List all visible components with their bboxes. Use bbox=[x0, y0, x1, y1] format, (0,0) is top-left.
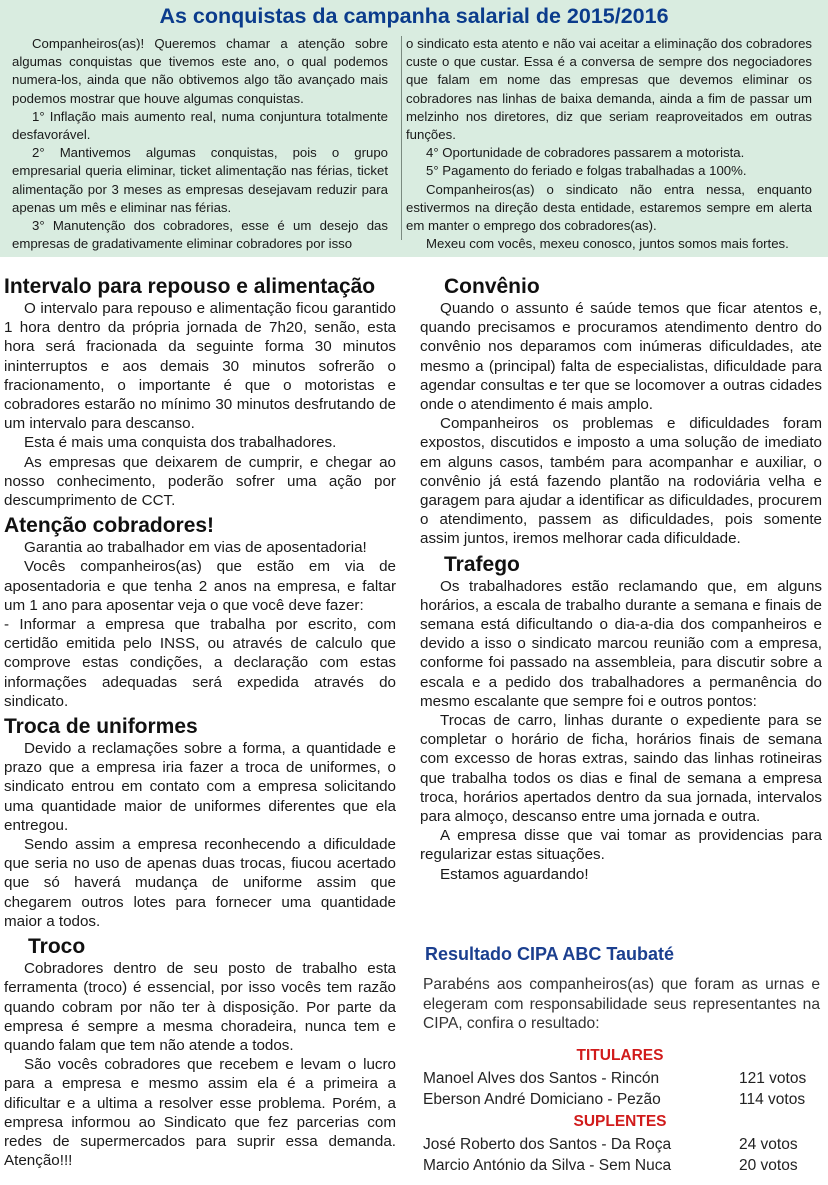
campaign-right-column bbox=[406, 35, 812, 253]
campaign-paragraph: Companheiros(as) o sindicato não entra nessa, enquanto estivermos na direção desta entidade, estaremos sempre em alerta em manter o emprego dos cobradores(as). bbox=[406, 181, 812, 234]
campaign-paragraph: 4° Oportunidade de cobradores passarem a motorista. bbox=[426, 145, 745, 161]
candidate-name: José Roberto dos Santos - Da Roça bbox=[423, 1136, 672, 1153]
candidate-votes: 24 votos bbox=[739, 1136, 798, 1153]
suplentes-label: SUPLENTES bbox=[573, 1113, 667, 1130]
atencao-heading: Atenção cobradores! bbox=[4, 514, 215, 538]
titulares-label: TITULARES bbox=[576, 1047, 664, 1064]
troco-paragraph: São vocês cobradores que recebem e levam o lucro para a empresa e mesmo assim ela é a primeira a dificultar e a ultima a resolver esse problema. Porém, a empresa informou ao Sindicato que fez parcerias com redes de supermercados para suprir essa demanda. Atenção!!! bbox=[4, 1056, 396, 1170]
campaign-paragraph: Companheiros(as)! Queremos chamar a atenção sobre algumas conquistas que tivemos este ano, o qual podemos numera-los, ainda que não obtivemos algo tão avançado mais podemos mostrar que houve algumas conquistas. bbox=[12, 36, 388, 106]
trafego-heading: Trafego bbox=[444, 552, 520, 576]
trafego-paragraph: Os trabalhadores estão reclamando que, em alguns horários, a escala de trabalho durante a semana e finais de semana está dificultando o dia-a-dia dos companheiros e devido a isso o sindicato marcou reunião com a empresa, conforme foi passado na assembleia, para discutir sobre a escala e a pedido dos trabalhadores a permanência do mesmo escalante que sempre foi e outros pontos: bbox=[420, 577, 822, 710]
cipa-title: Resultado CIPA ABC Taubaté bbox=[425, 944, 675, 964]
cipa-intro: Parabéns aos companheiros(as) que foram as urnas e elegeram com responsabilidade seus representantes na CIPA, confira o resultado: bbox=[423, 976, 820, 1032]
candidate-name: Manoel Alves dos Santos - Rincón bbox=[423, 1070, 660, 1087]
trafego-paragraph: Trocas de carro, linhas durante o expediente para se completar o horário de ficha, horários finais de semana com excesso de horas extras, saindo das linhas rotineiras que trabalha todos os dias e final de semana a empresa troca, horários apertados dentro da sua jornada, intervalos para almoço, descanso entre uma jornada e outra. bbox=[420, 712, 822, 826]
trafego-paragraph: Estamos aguardando! bbox=[440, 865, 589, 883]
campaign-paragraph: 5° Pagamento do feriado e folgas trabalhadas a 100%. bbox=[426, 163, 747, 179]
convenio-paragraph: Companheiros os problemas e dificuldades foram expostos, discutidos e imposto a uma solução de imediato em alguns casos, também para acompanhar e auxiliar, o convênio já está fazendo plantão na rodoviária velha e garagem para ajudar a identificar as dificuldades, procurem o atendimento, passem as dificuldades, pois somente assim juntos, iremos melhorar cada dificuldade. bbox=[420, 415, 822, 548]
campaign-paragraph: o sindicato esta atento e não vai aceitar a eliminação dos cobradores custe o que custar. Essa é a conversa de sempre dos negociadores que falam em nome das empresas que devemos eliminar os cobradores nas linhas de baixa demanda, ainda a fim de passar um melzinho nos diretores, diz que seriam reaproveitados em outras funções. bbox=[406, 36, 812, 143]
suplentes-list bbox=[423, 1135, 818, 1175]
campaign-title: As conquistas da campanha salarial de 2015/2016 bbox=[159, 4, 669, 28]
left-column bbox=[4, 275, 396, 1170]
campaign-paragraph: 1° Inflação mais aumento real, numa conjuntura totalmente desfavorável. bbox=[12, 108, 388, 143]
campaign-left-column bbox=[12, 35, 388, 253]
candidate-votes: 20 votos bbox=[739, 1157, 798, 1174]
uniformes-paragraph: Sendo assim a empresa reconhecendo a dificuldade que seria no uso de apenas duas trocas, fiucou acertado que só haverá mudança de uniforme assim que chegarem outros lotes para fornecer uma quantidade maior a todos. bbox=[4, 836, 396, 930]
candidate-votes: 114 votos bbox=[739, 1091, 806, 1108]
candidate-votes: 121 votos bbox=[739, 1070, 807, 1087]
candidate-name: Marcio António da Silva - Sem Nuca bbox=[423, 1157, 672, 1174]
atencao-paragraph: Garantia ao trabalhador em vias de aposentadoria! bbox=[24, 539, 367, 557]
trafego-paragraph: A empresa disse que vai tomar as providencias para regularizar estas situações. bbox=[420, 827, 822, 864]
convenio-heading: Convênio bbox=[444, 275, 540, 298]
campaign-paragraph: Mexeu com vocês, mexeu conosco, juntos somos mais fortes. bbox=[426, 236, 789, 252]
convenio-paragraph: Quando o assunto é saúde temos que ficar atentos e, quando precisamos e procuramos atendimento dentro do convênio nos deparamos com inúmeras dificuldades, ate mesmo a (principal) falta de especialistas, dificuldade para agendar consultas e ter que se locomover a outras cidades onde o atendimento é mais amplo. bbox=[420, 300, 822, 414]
campaign-paragraph: 3° Manutenção dos cobradores, esse é um desejo das empresas de gradativamente eliminar cobradores por isso bbox=[12, 218, 388, 252]
atencao-paragraph: - Informar a empresa que trabalha por escrito, com certidão emitida pelo INSS, ou através de calculo que comprove estas condições, a declaração com estas informações adequadas será expedida através do sindicato. bbox=[4, 616, 396, 710]
column-divider bbox=[401, 36, 402, 240]
intervalo-paragraph: O intervalo para repouso e alimentação ficou garantido 1 hora dentro da própria jornada de 7h20, senão, esta hora será fracionada da seguinte forma 30 minutos ininterruptos e aos demais 30 minutos sofrerão o fracionamento, o importante é que o motoristas e cobradores estarão no mínimo 30 minutos desfrutando de um intervalo para descanso. bbox=[4, 300, 396, 433]
right-column bbox=[420, 275, 822, 884]
uniformes-heading: Troca de uniformes bbox=[4, 715, 198, 739]
intervalo-paragraph: As empresas que deixarem de cumprir, e chegar ao nosso conhecimento, poderão sofrer uma ação por descumprimento de CCT. bbox=[4, 453, 396, 510]
candidate-name: Eberson André Domiciano - Pezão bbox=[423, 1091, 661, 1108]
atencao-paragraph: Vocês companheiros(as) que estão em via de aposentadoria e que tenha 2 anos na empresa, e faltar um 1 ano para aposentar veja o que você deve fazer: bbox=[4, 558, 396, 614]
troco-paragraph: Cobradores dentro de seu posto de trabalho esta ferramenta (troco) é essencial, por isso vocês tem razão quando cobram por não ter à disposição. Por parte da empresa é sempre a mesma choradeira, nunca tem e quando falam que tem não atende a todos. bbox=[4, 960, 396, 1054]
uniformes-paragraph: Devido a reclamações sobre a forma, a quantidade e prazo que a empresa iria fazer a troca de uniformes, o sindicato entrou em contato com a empresa solicitando uma quantidade maior de uniformes diferentes que ela entregou. bbox=[4, 740, 396, 834]
titulares-list bbox=[423, 1069, 818, 1109]
campaign-paragraph: 2° Mantivemos algumas conquistas, pois o grupo empresarial queria eliminar, ticket alimentação nas férias, ticket alimentação por 3 meses as empresas desejavam reduzir para apenas um mês e eliminar nas férias. bbox=[12, 145, 388, 215]
intervalo-heading: Intervalo para repouso e alimentação bbox=[4, 275, 376, 298]
troco-heading: Troco bbox=[28, 935, 86, 959]
intervalo-paragraph: Esta é mais uma conquista dos trabalhadores. bbox=[24, 434, 337, 452]
